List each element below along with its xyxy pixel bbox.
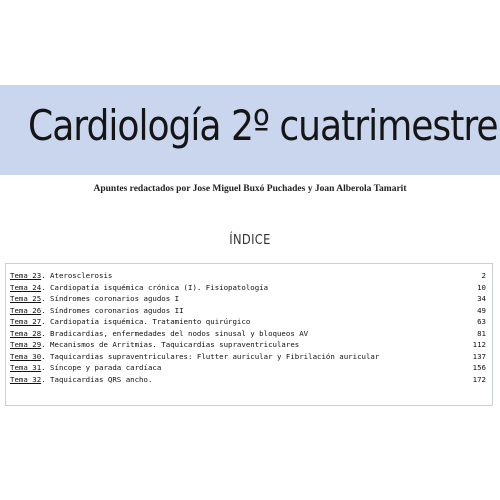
toc-entry [6, 374, 492, 386]
toc-link-tema-29[interactable]: Tema 29 [10, 340, 42, 350]
table-of-contents [5, 263, 493, 406]
toc-page-number: 10 [477, 282, 486, 292]
toc-entry [6, 270, 492, 282]
toc-entry-title: . Aterosclerosis [41, 271, 113, 280]
toc-entry [6, 351, 492, 363]
toc-entry-title: . Síncope y parada cardíaca [41, 363, 162, 373]
toc-page-number: 49 [477, 305, 486, 315]
toc-entry [6, 328, 492, 340]
toc-page-number: 137 [472, 351, 486, 361]
toc-entry [6, 316, 492, 328]
toc-entry [6, 362, 492, 374]
toc-page-number: 63 [477, 317, 486, 327]
toc-link-tema-24[interactable]: Tema 24 [10, 282, 42, 292]
toc-page-number: 81 [477, 328, 486, 338]
index-heading: ÍNDICE [229, 232, 271, 248]
toc-entry [6, 339, 492, 351]
toc-page-number: 112 [472, 340, 486, 350]
toc-entry [6, 293, 492, 305]
toc-page-number: 156 [472, 363, 486, 373]
toc-entry-title: . Cardiopatía isquémica. Tratamiento quirúrgico [41, 317, 251, 327]
toc-list [6, 270, 492, 385]
toc-entry-title: . Taquicardias supraventriculares: Flutter auricular y Fibrilación auricular [41, 351, 380, 361]
toc-page-number: 34 [477, 294, 486, 304]
toc-entry-title: . Mecanismos de Arritmias. Taquicardias supraventriculares [41, 340, 300, 350]
toc-link-tema-28[interactable]: Tema 28 [10, 328, 42, 338]
toc-link-tema-27[interactable]: Tema 27 [10, 317, 42, 327]
toc-entry-title: . Cardiopatía isquémica crónica (I). Fisiopatología [41, 282, 269, 292]
toc-link-tema-31[interactable]: Tema 31 [10, 363, 42, 373]
toc-entry [6, 282, 492, 294]
toc-link-tema-23[interactable]: Tema 23 [10, 271, 42, 280]
toc-entry-title: . Síndromes coronarios agudos II [41, 305, 184, 315]
toc-link-tema-26[interactable]: Tema 26 [10, 305, 42, 315]
toc-page-number: 172 [472, 374, 486, 384]
toc-entry-title: . Síndromes coronarios agudos I [41, 294, 180, 304]
toc-entry-title: . Bradicardias, enfermedades del nodos sinusal y bloqueos AV [41, 328, 309, 338]
toc-entry-title: . Taquicardias QRS ancho. [41, 374, 153, 384]
toc-link-tema-30[interactable]: Tema 30 [10, 351, 42, 361]
toc-link-tema-25[interactable]: Tema 25 [10, 294, 42, 304]
toc-entry [6, 305, 492, 317]
authors-subtitle: Apuntes redactados por Jose Miguel Buxó Puchades y Joan Alberola Tamarit [93, 184, 407, 194]
page-title: Cardiología 2º cuatrimestre [28, 101, 498, 150]
toc-link-tema-32[interactable]: Tema 32 [10, 374, 42, 384]
toc-page-number: 2 [481, 271, 486, 280]
